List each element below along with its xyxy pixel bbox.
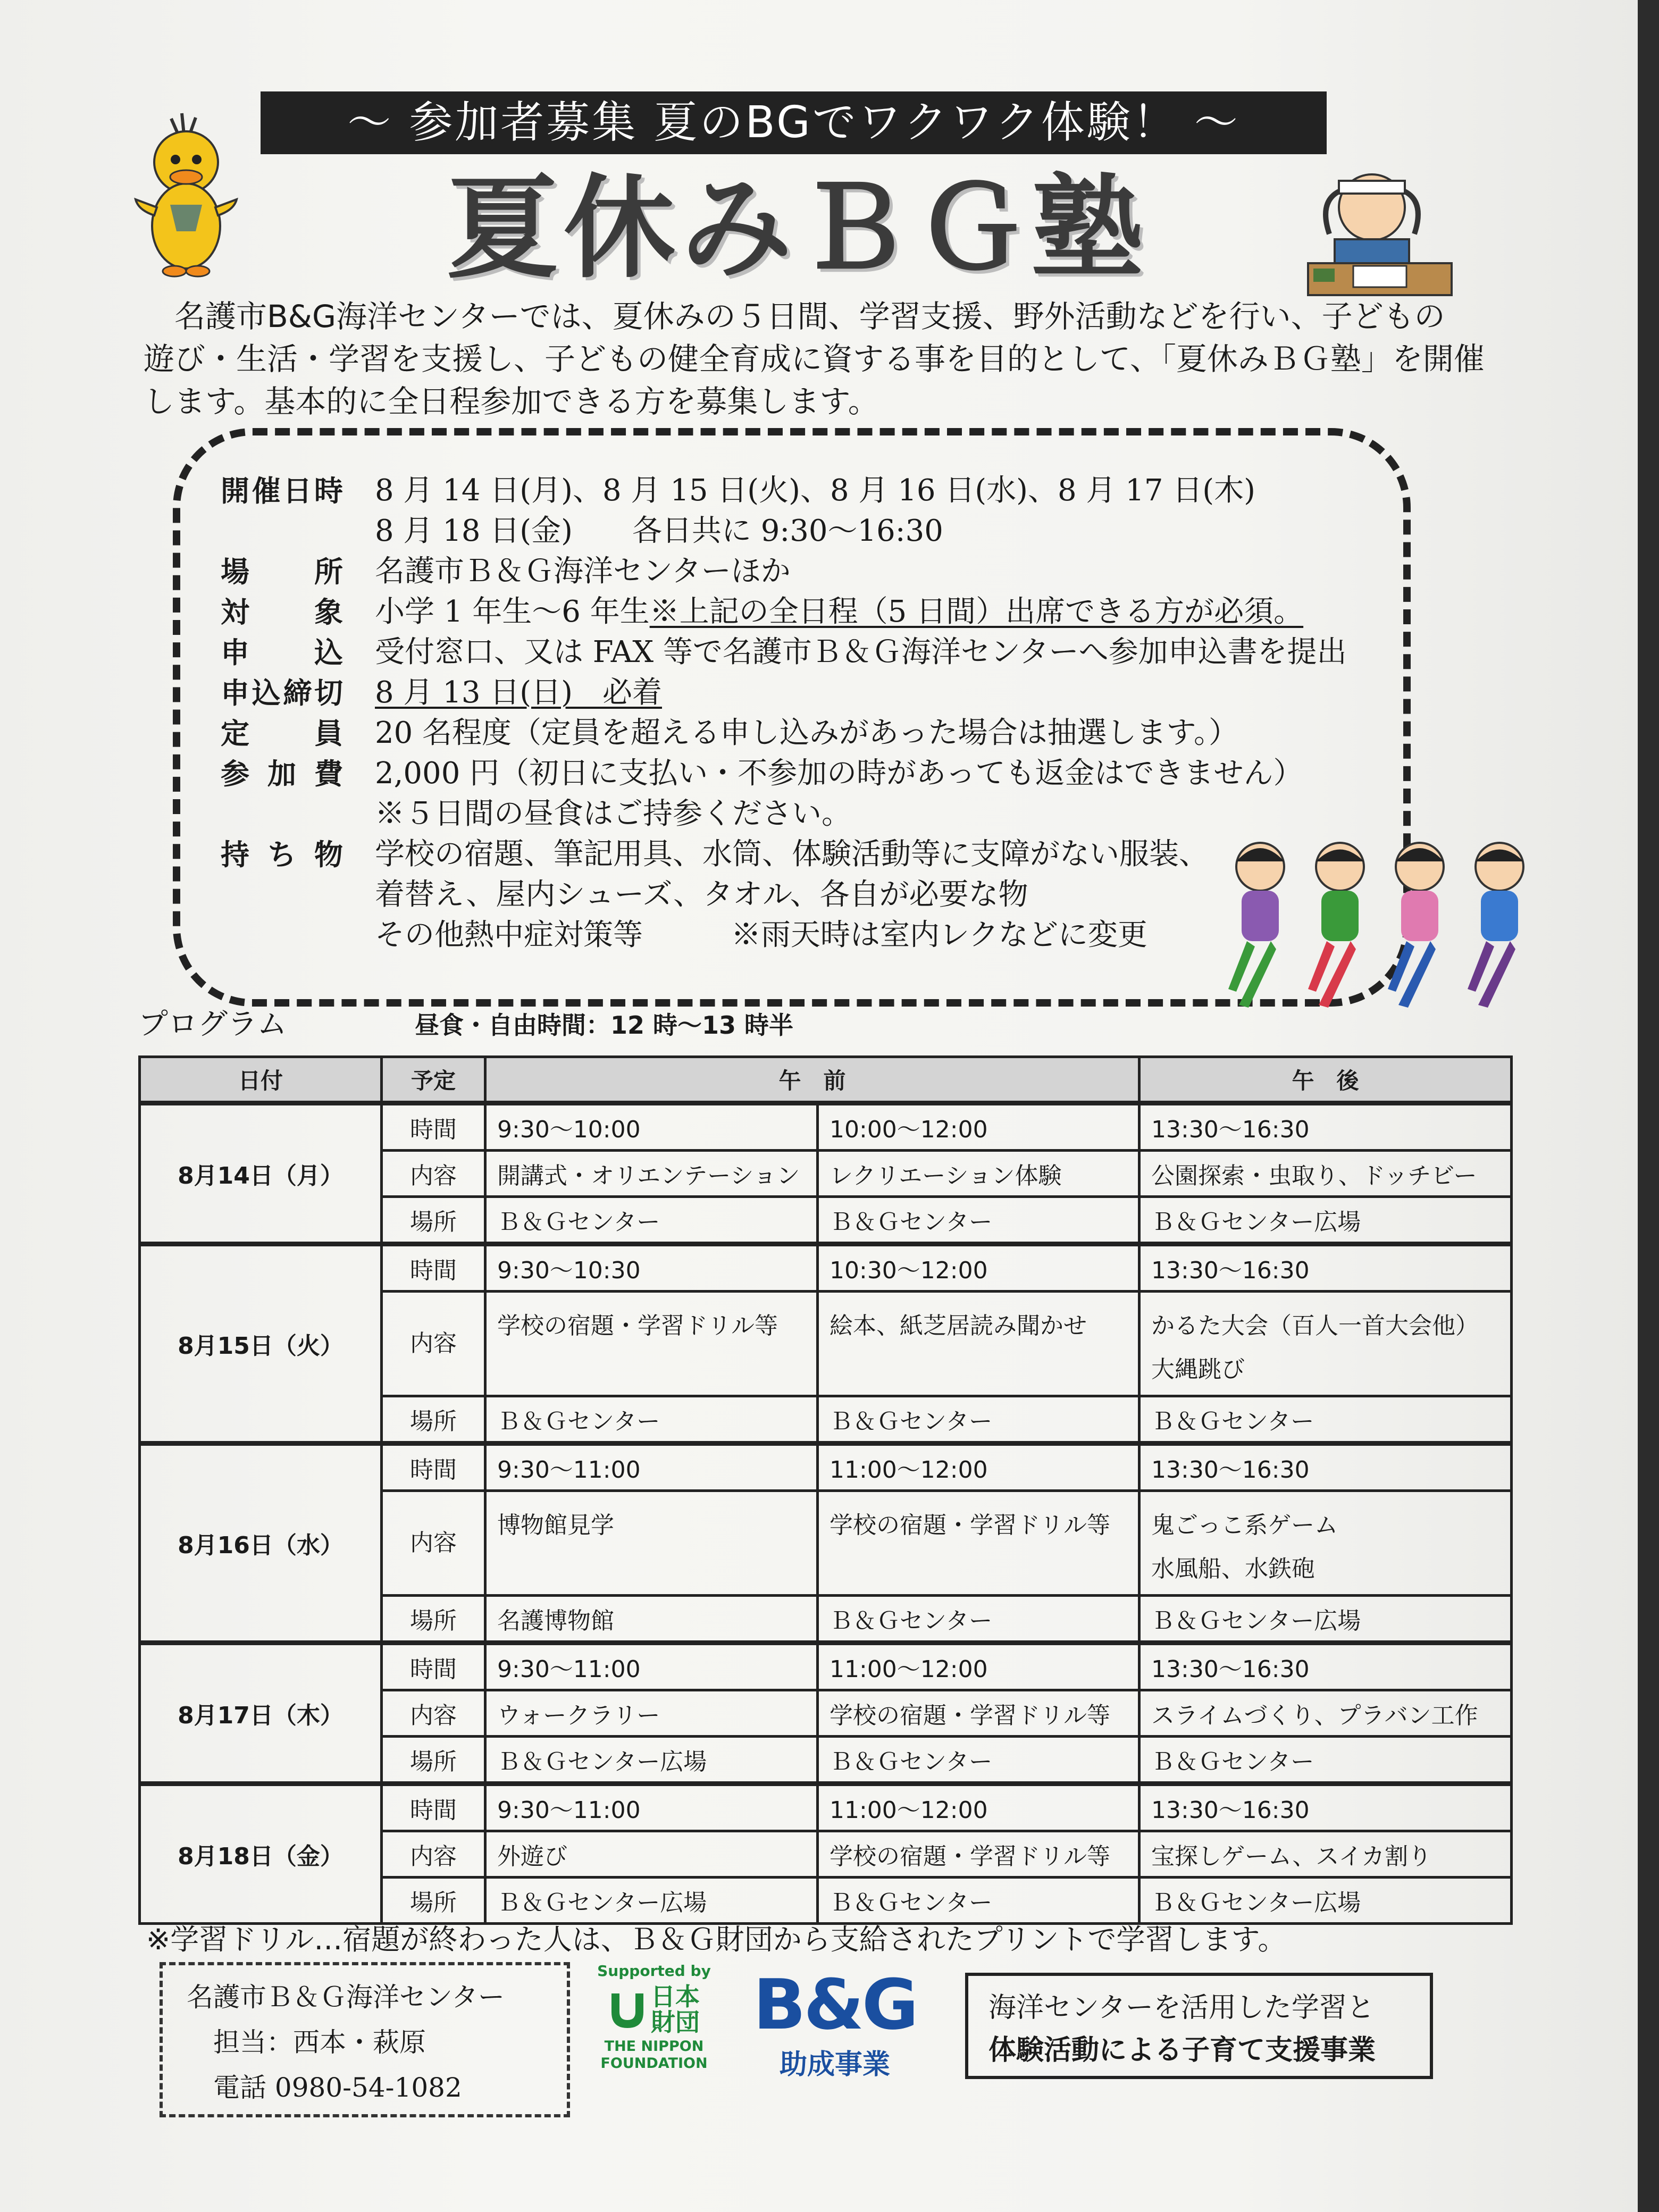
contact-org: 名護市Ｂ＆Ｇ海洋センター bbox=[187, 1982, 505, 2013]
apply-value: 受付窓口、又は FAX 等で名護市Ｂ＆Ｇ海洋センターへ参加申込書を提出 bbox=[375, 635, 1347, 669]
date-value-2: 8 月 18 日(金) 各日共に 9:30〜16:30 bbox=[375, 514, 943, 548]
table-cell: 11:00〜12:00 bbox=[818, 1643, 1139, 1690]
header-afternoon: 午 後 bbox=[1139, 1057, 1512, 1103]
table-cell: Ｂ＆Ｇセンター bbox=[818, 1878, 1139, 1924]
table-cell: 公園探索・虫取り、ドッチビー bbox=[1139, 1151, 1512, 1197]
table-cell: 外遊び bbox=[485, 1831, 818, 1878]
table-cell bbox=[1139, 1491, 1512, 1596]
table-cell: Ｂ＆Ｇセンター広場 bbox=[1139, 1878, 1512, 1924]
schedule-table bbox=[138, 1055, 1513, 1925]
table-header-row bbox=[140, 1057, 1512, 1103]
fee-value: 2,000 円（初日に支払い・不参加の時があっても返金はできません） bbox=[375, 756, 1303, 791]
support-scheme-box bbox=[965, 1973, 1433, 2079]
row-label-content: 内容 bbox=[382, 1491, 485, 1596]
target-label: 対象 bbox=[221, 595, 343, 629]
contact-staff: 担当：西本・萩原 bbox=[213, 2027, 426, 2058]
cell-line: 大縄跳び bbox=[1151, 1356, 1245, 1383]
table-cell: 10:00〜12:00 bbox=[818, 1103, 1139, 1151]
deadline-value: 8 月 13 日(日) 必着 bbox=[375, 675, 662, 710]
page-title: 夏休みＢＧ塾 bbox=[446, 163, 1149, 294]
table-cell: 13:30〜16:30 bbox=[1139, 1784, 1512, 1831]
row-label-time: 時間 bbox=[382, 1103, 485, 1151]
table-cell: 開講式・オリエンテーション bbox=[485, 1151, 818, 1197]
table-cell: Ｂ＆Ｇセンター広場 bbox=[1139, 1596, 1512, 1643]
table-cell: レクリエーション体験 bbox=[818, 1151, 1139, 1197]
nf-supported-text: Supported by bbox=[597, 1962, 711, 1980]
items-line-1: 学校の宿題、筆記用具、水筒、体験活動等に支障がない服装、 bbox=[375, 837, 1209, 872]
table-row bbox=[140, 1103, 1512, 1151]
table-cell: Ｂ＆Ｇセンター広場 bbox=[1139, 1197, 1512, 1244]
table-cell: 学校の宿題・学習ドリル等 bbox=[818, 1831, 1139, 1878]
lunch-time: 昼食・自由時間：12 時〜13 時半 bbox=[415, 1011, 794, 1040]
nf-en-line-1: THE NIPPON bbox=[604, 2038, 704, 2055]
row-label-time: 時間 bbox=[382, 1784, 485, 1831]
table-cell: スライムづくり、プラバン工作 bbox=[1139, 1690, 1512, 1737]
row-label-place: 場所 bbox=[382, 1596, 485, 1643]
row-label-content: 内容 bbox=[382, 1690, 485, 1737]
capacity-value: 20 名程度（定員を超える申し込みがあった場合は抽選します。） bbox=[375, 716, 1239, 750]
day-date: 8月16日（水） bbox=[140, 1444, 382, 1643]
intro-line-2: 遊び・生活・学習を支援し、子どもの健全育成に資する事を目的として、「夏休みＢＧ塾」を開催 bbox=[144, 341, 1485, 377]
row-label-time: 時間 bbox=[382, 1244, 485, 1292]
header-morning: 午 前 bbox=[485, 1057, 1139, 1103]
nf-en-line-2: FOUNDATION bbox=[600, 2055, 708, 2072]
table-cell: Ｂ＆Ｇセンター bbox=[485, 1396, 818, 1444]
table-cell: 10:30〜12:00 bbox=[818, 1244, 1139, 1292]
nippon-foundation-logo bbox=[593, 1962, 715, 2095]
drill-note: ※学習ドリル…宿題が終わった人は、Ｂ＆Ｇ財団から支給されたプリントで学習します。 bbox=[146, 1923, 1287, 1956]
day-date: 8月14日（月） bbox=[140, 1103, 382, 1244]
table-cell: 9:30〜10:00 bbox=[485, 1103, 818, 1151]
table-cell: 学校の宿題・学習ドリル等 bbox=[818, 1690, 1139, 1737]
table-cell bbox=[1139, 1292, 1512, 1396]
table-cell: 13:30〜16:30 bbox=[1139, 1244, 1512, 1292]
contact-phone: 電話 0980-54-1082 bbox=[213, 2072, 462, 2103]
table-cell: Ｂ＆Ｇセンター bbox=[818, 1737, 1139, 1784]
day-date: 8月18日（金） bbox=[140, 1784, 382, 1924]
intro-line-3: します。基本的に全日程参加できる方を募集します。 bbox=[144, 383, 879, 420]
scheme-line-2: 体験活動による子育て支援事業 bbox=[988, 2034, 1376, 2066]
table-cell: Ｂ＆Ｇセンター広場 bbox=[485, 1737, 818, 1784]
bg-caption: 助成事業 bbox=[779, 2049, 890, 2081]
header-date: 日付 bbox=[140, 1057, 382, 1103]
table-cell: 13:30〜16:30 bbox=[1139, 1444, 1512, 1491]
table-cell: Ｂ＆Ｇセンター bbox=[1139, 1396, 1512, 1444]
table-cell: ウォークラリー bbox=[485, 1690, 818, 1737]
place-value: 名護市Ｂ＆Ｇ海洋センターほか bbox=[375, 554, 791, 589]
table-cell: Ｂ＆Ｇセンター bbox=[818, 1396, 1139, 1444]
table-cell: Ｂ＆Ｇセンター広場 bbox=[485, 1878, 818, 1924]
table-cell: 博物館見学 bbox=[485, 1491, 818, 1596]
row-label-place: 場所 bbox=[382, 1197, 485, 1244]
table-row bbox=[140, 1643, 1512, 1690]
bg-foundation-logo bbox=[734, 1964, 936, 2090]
rain-note: ※雨天時は室内レクなどに変更 bbox=[731, 918, 1147, 952]
target-requirement: ※上記の全日程（5 日間）出席できる方が必須。 bbox=[649, 594, 1304, 629]
nf-jp-text: 日本財団 bbox=[651, 1982, 700, 2037]
place-label: 場所 bbox=[221, 555, 343, 589]
recruitment-banner: 〜 参加者募集 夏のBGでワクワク体験！ 〜 bbox=[261, 91, 1327, 154]
table-cell: Ｂ＆Ｇセンター bbox=[818, 1197, 1139, 1244]
row-label-place: 場所 bbox=[382, 1878, 485, 1924]
row-label-place: 場所 bbox=[382, 1396, 485, 1444]
cell-line: かるた大会（百人一首大会他） bbox=[1151, 1312, 1479, 1339]
apply-label: 申込 bbox=[221, 635, 343, 669]
bg-mark: B&G bbox=[753, 1964, 917, 2045]
table-cell: 名護博物館 bbox=[485, 1596, 818, 1643]
day-date: 8月17日（木） bbox=[140, 1643, 382, 1784]
nf-mark-icon bbox=[606, 1988, 649, 2031]
table-cell: Ｂ＆Ｇセンター bbox=[485, 1197, 818, 1244]
table-cell: 13:30〜16:30 bbox=[1139, 1643, 1512, 1690]
table-cell: 絵本、紙芝居読み聞かせ bbox=[818, 1292, 1139, 1396]
date-value-1: 8 月 14 日(月)、8 月 15 日(火)、8 月 16 日(水)、8 月 17 日(木) bbox=[375, 473, 1255, 508]
header-plan: 予定 bbox=[382, 1057, 485, 1103]
table-cell: Ｂ＆Ｇセンター bbox=[818, 1596, 1139, 1643]
table-cell: 学校の宿題・学習ドリル等 bbox=[485, 1292, 818, 1396]
date-label: 開催日時 bbox=[221, 474, 343, 508]
row-label-place: 場所 bbox=[382, 1737, 485, 1784]
background-edge bbox=[1638, 0, 1659, 2212]
row-label-time: 時間 bbox=[382, 1643, 485, 1690]
table-row bbox=[140, 1244, 1512, 1292]
fee-note: ※５日間の昼食はご持参ください。 bbox=[375, 797, 851, 831]
row-label-content: 内容 bbox=[382, 1831, 485, 1878]
program-heading: プログラム bbox=[138, 1007, 287, 1042]
capacity-label: 定員 bbox=[221, 716, 343, 750]
table-cell: 9:30〜11:00 bbox=[485, 1643, 818, 1690]
contact-box bbox=[160, 1962, 570, 2117]
scheme-line-1: 海洋センターを活用した学習と bbox=[988, 1992, 1375, 2024]
table-cell: 11:00〜12:00 bbox=[818, 1444, 1139, 1491]
table-cell: 13:30〜16:30 bbox=[1139, 1103, 1512, 1151]
table-cell: 9:30〜10:30 bbox=[485, 1244, 818, 1292]
row-label-content: 内容 bbox=[382, 1292, 485, 1396]
intro-line-1: 名護市B&G海洋センターでは、夏休みの５日間、学習支援、野外活動などを行い、子どもの bbox=[174, 298, 1445, 334]
cell-line: 鬼ごっこ系ゲーム bbox=[1151, 1512, 1338, 1539]
table-cell: 11:00〜12:00 bbox=[818, 1784, 1139, 1831]
intro-paragraph bbox=[144, 295, 1489, 423]
items-label: 持ち物 bbox=[221, 837, 343, 872]
exercising-children-icon bbox=[1218, 830, 1547, 1037]
row-label-content: 内容 bbox=[382, 1151, 485, 1197]
table-cell: 学校の宿題・学習ドリル等 bbox=[818, 1491, 1139, 1596]
day-date: 8月15日（火） bbox=[140, 1244, 382, 1444]
table-row bbox=[140, 1784, 1512, 1831]
items-line-3: その他熱中症対策等 bbox=[375, 918, 643, 952]
items-line-2: 着替え、屋内シューズ、タオル、各自が必要な物 bbox=[375, 877, 1028, 912]
table-cell: 宝探しゲーム、スイカ割り bbox=[1139, 1831, 1512, 1878]
table-cell: 9:30〜11:00 bbox=[485, 1444, 818, 1491]
fee-label: 参加費 bbox=[221, 757, 343, 791]
row-label-time: 時間 bbox=[382, 1444, 485, 1491]
chick-mascot-icon bbox=[133, 109, 239, 284]
table-cell: Ｂ＆Ｇセンター bbox=[1139, 1737, 1512, 1784]
table-row bbox=[140, 1444, 1512, 1491]
cell-line: 水風船、水鉄砲 bbox=[1151, 1555, 1315, 1582]
studying-boy-icon bbox=[1297, 160, 1457, 303]
deadline-label: 申込締切 bbox=[221, 676, 343, 710]
table-cell: 9:30〜11:00 bbox=[485, 1784, 818, 1831]
target-value: 小学 1 年生〜6 年生 bbox=[375, 594, 650, 629]
